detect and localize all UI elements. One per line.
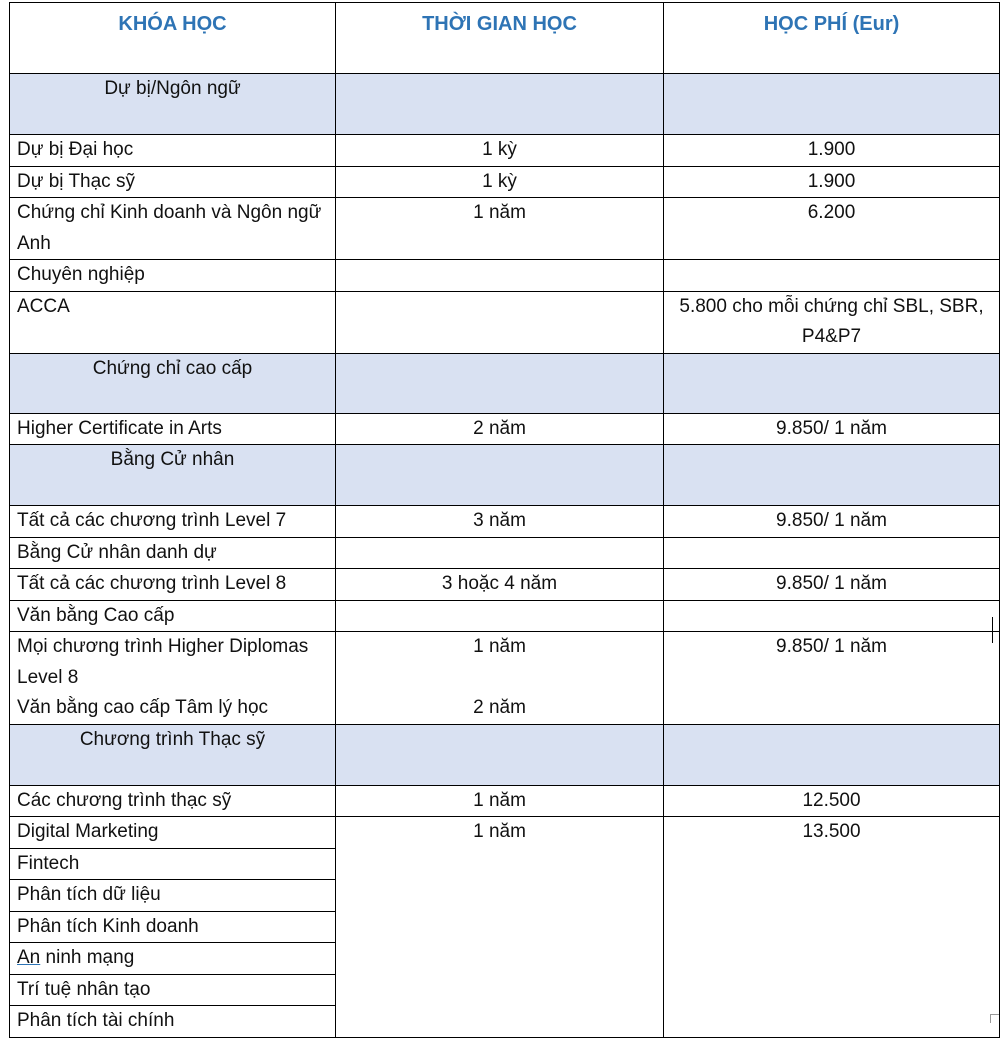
duration-cell[interactable]	[336, 291, 664, 353]
course-cell[interactable]	[10, 943, 336, 975]
duration-cell[interactable]: 1 năm	[336, 198, 664, 260]
table-row	[10, 198, 1000, 260]
table-row	[10, 632, 1000, 725]
higher-diplomas-label: Mọi chương trình Higher Diplomas Level 8	[17, 636, 309, 688]
table-row	[10, 166, 1000, 198]
psychology-duration: 2 năm	[473, 697, 526, 718]
section-row	[10, 445, 1000, 506]
section-row	[10, 724, 1000, 785]
header-row	[10, 3, 1000, 74]
fee-cell[interactable]: 6.200	[664, 198, 1000, 260]
section-cell[interactable]	[336, 74, 664, 135]
course-cell[interactable]: Fintech	[10, 848, 336, 880]
course-cell[interactable]: Phân tích tài chính	[10, 1006, 336, 1038]
header-duration[interactable]: THỜI GIAN HỌC	[336, 3, 664, 74]
section-foundation[interactable]: Dự bị/Ngôn ngữ	[10, 74, 336, 135]
course-cell[interactable]: Dự bị Đại học	[10, 135, 336, 167]
table-row	[10, 135, 1000, 167]
section-cell[interactable]	[336, 353, 664, 413]
section-cell[interactable]	[336, 724, 664, 785]
fee-cell[interactable]: 13.500	[664, 817, 1000, 1038]
section-cell[interactable]	[336, 445, 664, 506]
section-row	[10, 74, 1000, 135]
duration-cell[interactable]: 1 năm	[336, 817, 664, 1038]
fee-cell[interactable]: 9.850/ 1 năm	[664, 506, 1000, 538]
course-cell[interactable]: Digital Marketing	[10, 817, 336, 849]
fee-cell[interactable]: 5.800 cho mỗi chứng chỉ SBL, SBR, P4&P7	[664, 291, 1000, 353]
fee-cell[interactable]	[664, 600, 1000, 632]
course-cell[interactable]	[10, 632, 336, 725]
table-row	[10, 413, 1000, 445]
course-cell[interactable]: Chứng chỉ Kinh doanh và Ngôn ngữ Anh	[10, 198, 336, 260]
course-cell[interactable]: Higher Certificate in Arts	[10, 413, 336, 445]
section-certificate[interactable]: Chứng chỉ cao cấp	[10, 353, 336, 413]
fee-cell[interactable]: 9.850/ 1 năm	[664, 413, 1000, 445]
table-row	[10, 817, 1000, 849]
fee-cell[interactable]: 1.900	[664, 135, 1000, 167]
table-row	[10, 537, 1000, 569]
table-row	[10, 506, 1000, 538]
header-fee[interactable]: HỌC PHÍ (Eur)	[664, 3, 1000, 74]
course-cell[interactable]: Tất cả các chương trình Level 8	[10, 569, 336, 601]
table-row	[10, 569, 1000, 601]
fee-cell[interactable]: 9.850/ 1 năm	[664, 569, 1000, 601]
fee-cell[interactable]	[664, 260, 1000, 292]
table-row	[10, 600, 1000, 632]
fee-cell[interactable]	[664, 537, 1000, 569]
course-cell[interactable]: Trí tuệ nhân tạo	[10, 974, 336, 1006]
course-cell[interactable]: Tất cả các chương trình Level 7	[10, 506, 336, 538]
duration-cell[interactable]	[336, 537, 664, 569]
duration-cell[interactable]: 2 năm	[336, 413, 664, 445]
section-cell[interactable]	[664, 445, 1000, 506]
course-cell[interactable]: ACCA	[10, 291, 336, 353]
duration-cell[interactable]: 1 kỳ	[336, 166, 664, 198]
course-cell[interactable]: Bằng Cử nhân danh dự	[10, 537, 336, 569]
text-cursor	[992, 617, 993, 643]
duration-cell[interactable]	[336, 600, 664, 632]
duration-cell[interactable]: 3 hoặc 4 năm	[336, 569, 664, 601]
section-cell[interactable]	[664, 74, 1000, 135]
course-label: ninh mạng	[40, 947, 135, 968]
table-row	[10, 291, 1000, 353]
section-cell[interactable]	[664, 724, 1000, 785]
course-cell[interactable]: Các chương trình thạc sỹ	[10, 785, 336, 817]
table-row	[10, 785, 1000, 817]
course-cell[interactable]: Phân tích dữ liệu	[10, 880, 336, 912]
course-cell[interactable]: Chuyên nghiệp	[10, 260, 336, 292]
header-course[interactable]: KHÓA HỌC	[10, 3, 336, 74]
course-cell[interactable]: Văn bằng Cao cấp	[10, 600, 336, 632]
spellcheck-word: An	[17, 947, 41, 968]
section-row	[10, 353, 1000, 413]
section-cell[interactable]	[664, 353, 1000, 413]
table-row	[10, 260, 1000, 292]
duration-cell[interactable]: 1 kỳ	[336, 135, 664, 167]
course-cell[interactable]: Phân tích Kinh doanh	[10, 911, 336, 943]
fee-cell[interactable]: 9.850/ 1 năm	[664, 632, 1000, 725]
section-masters[interactable]: Chương trình Thạc sỹ	[10, 724, 336, 785]
higher-diplomas-duration: 1 năm	[473, 636, 526, 657]
duration-cell[interactable]	[336, 260, 664, 292]
fee-cell[interactable]: 12.500	[664, 785, 1000, 817]
duration-cell[interactable]: 1 năm	[336, 785, 664, 817]
duration-cell[interactable]: 3 năm	[336, 506, 664, 538]
fee-cell[interactable]: 1.900	[664, 166, 1000, 198]
course-cell[interactable]: Dự bị Thạc sỹ	[10, 166, 336, 198]
psychology-label: Văn bằng cao cấp Tâm lý học	[17, 697, 269, 718]
tuition-table	[9, 2, 1000, 1038]
section-bachelor[interactable]: Bằng Cử nhân	[10, 445, 336, 506]
duration-cell[interactable]	[336, 632, 664, 725]
